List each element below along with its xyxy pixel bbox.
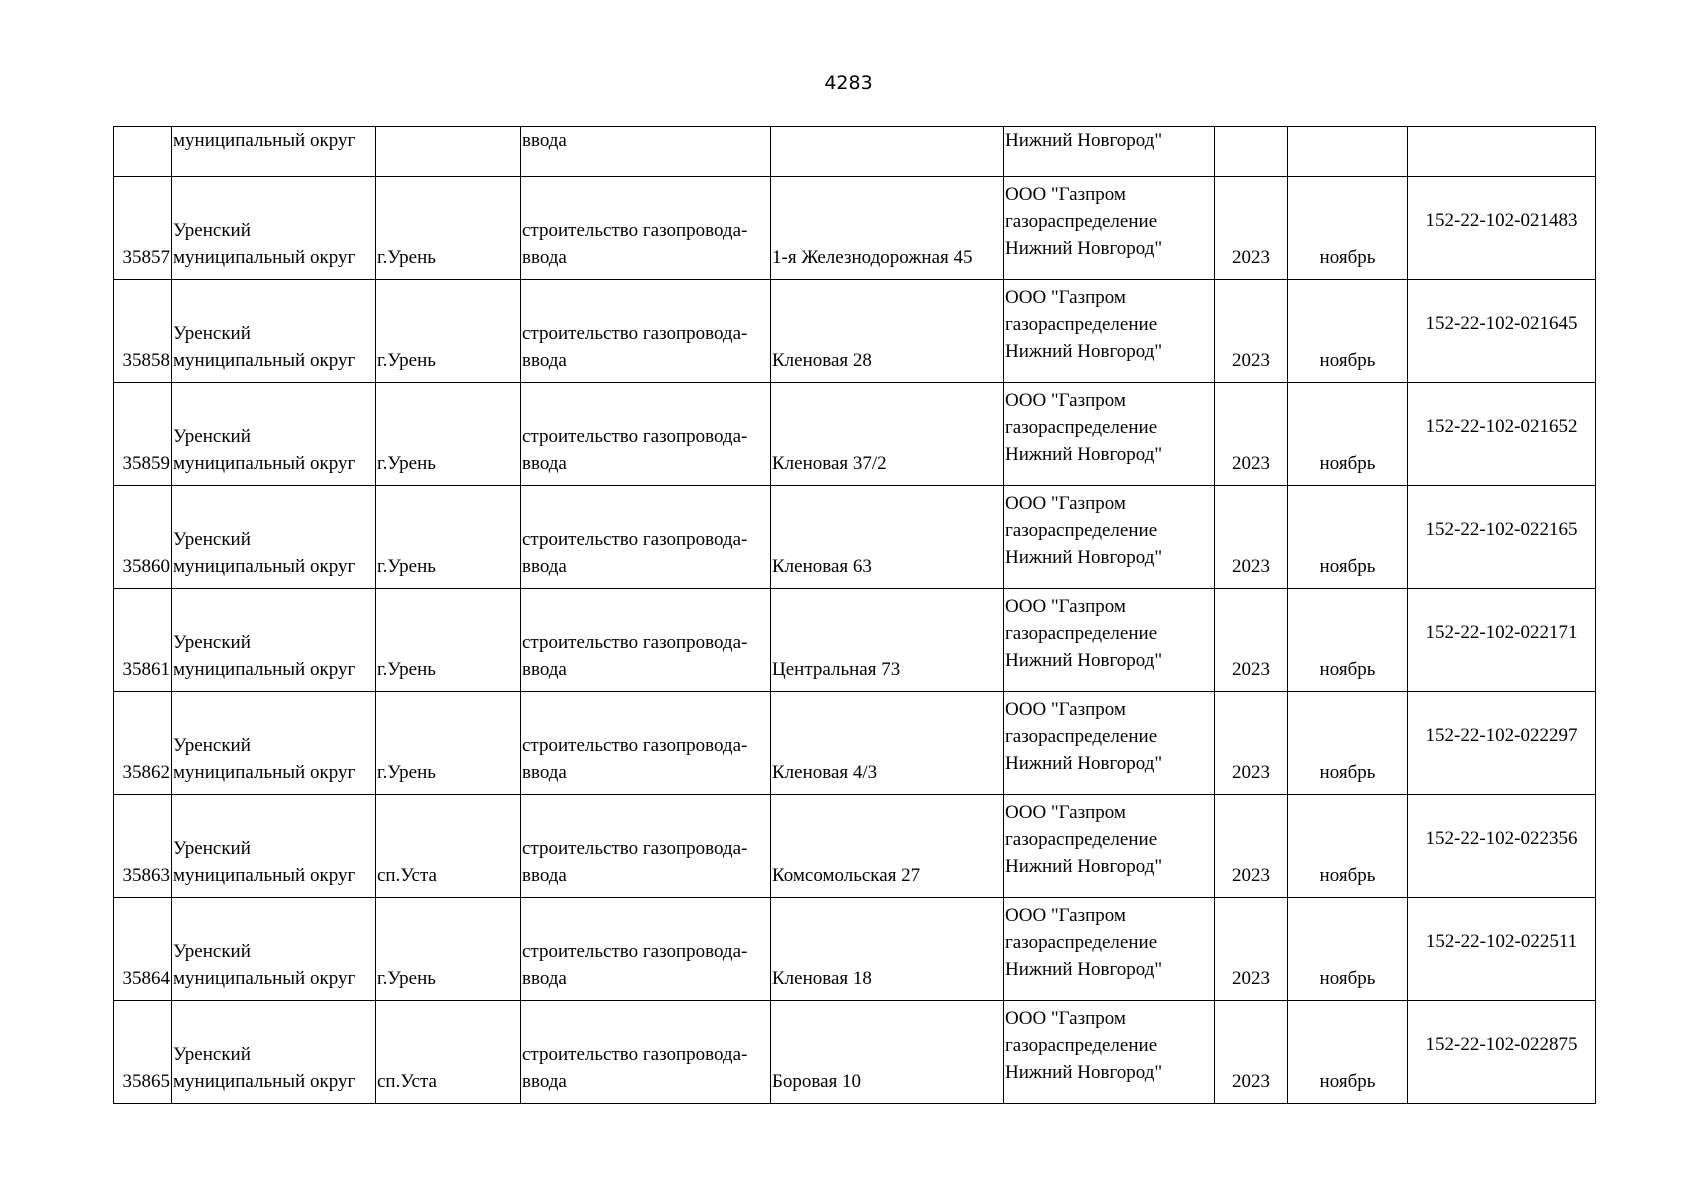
cell-year — [1215, 692, 1288, 795]
record-number: 35862 — [122, 762, 170, 783]
month: ноябрь — [1319, 556, 1376, 577]
district-line2: муниципальный округ — [173, 762, 356, 783]
cell-month — [1288, 692, 1408, 795]
org-line3: Нижний Новгород" — [1005, 1062, 1163, 1083]
org-line2: газораспределение — [1005, 829, 1158, 850]
year: 2023 — [1232, 1071, 1270, 1092]
cell-code — [1408, 127, 1596, 177]
month: ноябрь — [1319, 1071, 1376, 1092]
table-row — [114, 589, 1596, 692]
address: Боровая 10 — [772, 1071, 862, 1092]
cell-district — [172, 898, 376, 1001]
cell-address — [771, 589, 1004, 692]
cell-address — [771, 280, 1004, 383]
cell-month — [1288, 177, 1408, 280]
work-line2: ввода — [522, 453, 567, 474]
registry-code: 152-22-102-021483 — [1425, 210, 1578, 231]
district-line1: Уренский — [173, 735, 251, 756]
cell-locality — [376, 898, 521, 1001]
locality: г.Урень — [377, 453, 436, 474]
cell-locality — [376, 1001, 521, 1104]
month: ноябрь — [1319, 968, 1376, 989]
year: 2023 — [1232, 556, 1270, 577]
cell-num — [114, 280, 172, 383]
org-line1: ООО "Газпром — [1005, 287, 1126, 308]
cell-num — [114, 898, 172, 1001]
district-line1: Уренский — [173, 323, 251, 344]
registry-code: 152-22-102-022356 — [1425, 828, 1578, 849]
cell-month — [1288, 1001, 1408, 1104]
address: 1-я Железнодорожная 45 — [772, 247, 973, 268]
cell-work — [521, 795, 771, 898]
org-line3: Нижний Новгород" — [1005, 753, 1163, 774]
district-line1: Уренский — [173, 941, 251, 962]
cell-locality — [376, 692, 521, 795]
cell-code — [1408, 383, 1596, 486]
year: 2023 — [1232, 762, 1270, 783]
table-row-continuation — [114, 127, 1596, 177]
org-line3: Нижний Новгород" — [1005, 650, 1163, 671]
cell-district — [172, 589, 376, 692]
address: Кленовая 4/3 — [772, 762, 878, 783]
district-line2: муниципальный округ — [173, 968, 356, 989]
org-line2: газораспределение — [1005, 932, 1158, 953]
district-line2: муниципальный округ — [173, 247, 356, 268]
work-line2: ввода — [522, 968, 567, 989]
year: 2023 — [1232, 247, 1270, 268]
org-line2: газораспределение — [1005, 314, 1158, 335]
cell-district: муниципальный округ — [172, 127, 376, 177]
org-line3: Нижний Новгород" — [1005, 341, 1163, 362]
cell-district — [172, 692, 376, 795]
cell-address — [771, 898, 1004, 1001]
district-line2: муниципальный округ — [173, 350, 356, 371]
cell-work — [521, 589, 771, 692]
registry-code: 152-22-102-021652 — [1425, 416, 1578, 437]
cell-num — [114, 795, 172, 898]
cell-work — [521, 486, 771, 589]
registry-code: 152-22-102-022875 — [1425, 1034, 1578, 1055]
cell-org — [1004, 280, 1215, 383]
locality: г.Урень — [377, 556, 436, 577]
cell-district — [172, 486, 376, 589]
district-line1: Уренский — [173, 529, 251, 550]
cell-year — [1215, 177, 1288, 280]
cell-locality — [376, 589, 521, 692]
cell-year — [1215, 1001, 1288, 1104]
cell-code — [1408, 692, 1596, 795]
district-line1: Уренский — [173, 426, 251, 447]
address: Кленовая 37/2 — [772, 453, 887, 474]
cell-month — [1288, 280, 1408, 383]
page-number: 4283 — [824, 72, 873, 94]
locality: г.Урень — [377, 659, 436, 680]
org-line1: ООО "Газпром — [1005, 390, 1126, 411]
cell-year — [1215, 795, 1288, 898]
cell-org — [1004, 1001, 1215, 1104]
work-line1: строительство газопровода- — [522, 941, 748, 962]
cell-month — [1288, 589, 1408, 692]
cell-num — [114, 589, 172, 692]
cell-address — [771, 127, 1004, 177]
table-row — [114, 1001, 1596, 1104]
cell-work — [521, 692, 771, 795]
cell-address — [771, 1001, 1004, 1104]
address: Комсомольская 27 — [772, 865, 921, 886]
record-number: 35860 — [122, 556, 170, 577]
cell-code — [1408, 898, 1596, 1001]
org-line2: газораспределение — [1005, 623, 1158, 644]
record-number: 35857 — [122, 247, 170, 268]
month: ноябрь — [1319, 350, 1376, 371]
work-line1: строительство газопровода- — [522, 1044, 748, 1065]
cell-code — [1408, 589, 1596, 692]
cell-num — [114, 177, 172, 280]
cell-org — [1004, 589, 1215, 692]
cell-work — [521, 280, 771, 383]
year: 2023 — [1232, 659, 1270, 680]
registry-code: 152-22-102-022511 — [1425, 931, 1578, 952]
locality: г.Урень — [377, 247, 436, 268]
registry-code: 152-22-102-022165 — [1425, 519, 1578, 540]
cell-month — [1288, 127, 1408, 177]
month: ноябрь — [1319, 247, 1376, 268]
cell-locality — [376, 383, 521, 486]
cell-work: ввода — [521, 127, 771, 177]
cell-month — [1288, 486, 1408, 589]
table-row — [114, 795, 1596, 898]
month: ноябрь — [1319, 453, 1376, 474]
org-line3: Нижний Новгород" — [1005, 444, 1163, 465]
work-line1: строительство газопровода- — [522, 632, 748, 653]
locality: г.Урень — [377, 968, 436, 989]
cell-district — [172, 795, 376, 898]
district-line1: Уренский — [173, 632, 251, 653]
cell-num — [114, 486, 172, 589]
table-row — [114, 486, 1596, 589]
cell-code — [1408, 795, 1596, 898]
cell-year — [1215, 280, 1288, 383]
locality: сп.Уста — [377, 865, 437, 886]
cell-address — [771, 795, 1004, 898]
work-line2: ввода — [522, 659, 567, 680]
month: ноябрь — [1319, 659, 1376, 680]
work-line1: строительство газопровода- — [522, 735, 748, 756]
org-line1: ООО "Газпром — [1005, 1008, 1126, 1029]
cell-address — [771, 383, 1004, 486]
registry-code: 152-22-102-021645 — [1425, 313, 1578, 334]
district-line2: муниципальный округ — [173, 865, 356, 886]
cell-locality — [376, 795, 521, 898]
year: 2023 — [1232, 350, 1270, 371]
cell-work — [521, 177, 771, 280]
work-line2: ввода — [522, 762, 567, 783]
org-line1: ООО "Газпром — [1005, 596, 1126, 617]
org-line1: ООО "Газпром — [1005, 802, 1126, 823]
cell-month — [1288, 383, 1408, 486]
org-line1: ООО "Газпром — [1005, 184, 1126, 205]
cell-address — [771, 486, 1004, 589]
cell-num — [114, 1001, 172, 1104]
record-number: 35861 — [122, 659, 170, 680]
work-line1: строительство газопровода- — [522, 838, 748, 859]
work-line2: ввода — [522, 247, 567, 268]
address: Центральная 73 — [772, 659, 901, 680]
district-line2: муниципальный округ — [173, 1071, 356, 1092]
cell-code — [1408, 1001, 1596, 1104]
cell-year — [1215, 383, 1288, 486]
month: ноябрь — [1319, 865, 1376, 886]
cell-org — [1004, 177, 1215, 280]
work-line2: ввода — [522, 865, 567, 886]
table-row — [114, 692, 1596, 795]
org-line3: Нижний Новгород" — [1005, 856, 1163, 877]
cell-locality — [376, 177, 521, 280]
cell-num — [114, 127, 172, 177]
cell-code — [1408, 486, 1596, 589]
cell-month — [1288, 795, 1408, 898]
address: Кленовая 18 — [772, 968, 872, 989]
record-number: 35865 — [122, 1071, 170, 1092]
cell-org — [1004, 898, 1215, 1001]
table-row — [114, 383, 1596, 486]
table-row — [114, 898, 1596, 1001]
cell-org: Нижний Новгород" — [1004, 127, 1215, 177]
work-line2: ввода — [522, 556, 567, 577]
district-line2: муниципальный округ — [173, 659, 356, 680]
table-row — [114, 177, 1596, 280]
cell-org — [1004, 383, 1215, 486]
year: 2023 — [1232, 968, 1270, 989]
cell-year — [1215, 589, 1288, 692]
org-line1: ООО "Газпром — [1005, 905, 1126, 926]
cell-month — [1288, 898, 1408, 1001]
cell-district — [172, 280, 376, 383]
district-line1: Уренский — [173, 220, 251, 241]
cell-org — [1004, 795, 1215, 898]
cell-code — [1408, 177, 1596, 280]
cell-year — [1215, 898, 1288, 1001]
org-line1: ООО "Газпром — [1005, 699, 1126, 720]
cell-work — [521, 1001, 771, 1104]
locality: г.Урень — [377, 762, 436, 783]
org-line2: газораспределение — [1005, 211, 1158, 232]
address: Кленовая 28 — [772, 350, 872, 371]
cell-locality — [376, 280, 521, 383]
cell-locality — [376, 486, 521, 589]
year: 2023 — [1232, 865, 1270, 886]
org-line2: газораспределение — [1005, 726, 1158, 747]
org-line2: газораспределение — [1005, 520, 1158, 541]
work-line1: строительство газопровода- — [522, 220, 748, 241]
cell-work — [521, 383, 771, 486]
cell-org — [1004, 486, 1215, 589]
cell-locality — [376, 127, 521, 177]
locality: г.Урень — [377, 350, 436, 371]
cell-year — [1215, 127, 1288, 177]
cell-org — [1004, 692, 1215, 795]
cell-num — [114, 692, 172, 795]
cell-district — [172, 383, 376, 486]
org-line3: Нижний Новгород" — [1005, 959, 1163, 980]
registry-code: 152-22-102-022297 — [1425, 725, 1578, 746]
cell-year — [1215, 486, 1288, 589]
gas-connection-table — [113, 126, 1596, 1104]
work-line1: строительство газопровода- — [522, 323, 748, 344]
cell-code — [1408, 280, 1596, 383]
org-line3: Нижний Новгород" — [1005, 547, 1163, 568]
org-line2: газораспределение — [1005, 1035, 1158, 1056]
work-line2: ввода — [522, 1071, 567, 1092]
work-line2: ввода — [522, 350, 567, 371]
table-row — [114, 280, 1596, 383]
org-line3: Нижний Новгород" — [1005, 238, 1163, 259]
org-line1: ООО "Газпром — [1005, 493, 1126, 514]
record-number: 35863 — [122, 865, 170, 886]
district-line2: муниципальный округ — [173, 556, 356, 577]
district-line2: муниципальный округ — [173, 453, 356, 474]
org-line2: газораспределение — [1005, 417, 1158, 438]
district-line1: Уренский — [173, 838, 251, 859]
year: 2023 — [1232, 453, 1270, 474]
cell-district — [172, 177, 376, 280]
month: ноябрь — [1319, 762, 1376, 783]
registry-code: 152-22-102-022171 — [1425, 622, 1578, 643]
cell-num — [114, 383, 172, 486]
work-line1: строительство газопровода- — [522, 529, 748, 550]
work-line1: строительство газопровода- — [522, 426, 748, 447]
address: Кленовая 63 — [772, 556, 872, 577]
cell-district — [172, 1001, 376, 1104]
cell-address — [771, 692, 1004, 795]
cell-work — [521, 898, 771, 1001]
record-number: 35859 — [122, 453, 170, 474]
record-number: 35858 — [122, 350, 170, 371]
district-line1: Уренский — [173, 1044, 251, 1065]
locality: сп.Уста — [377, 1071, 437, 1092]
cell-address — [771, 177, 1004, 280]
record-number: 35864 — [122, 968, 170, 989]
